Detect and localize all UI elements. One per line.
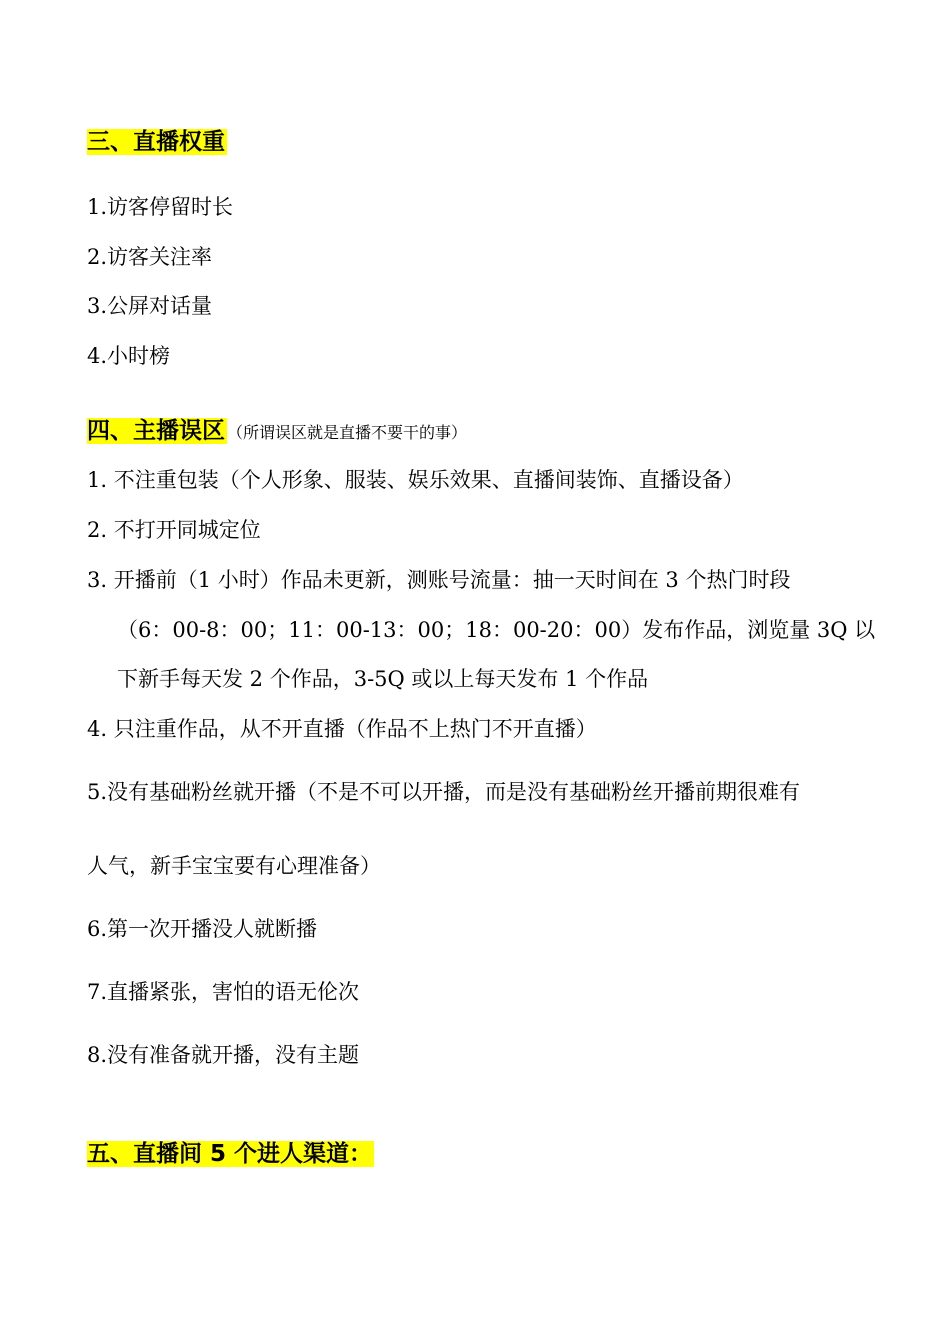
section-4-heading-note: （所谓误区就是直播不要干的事） xyxy=(227,423,468,442)
section-4-item-6: 6.第一次开播没人就断播 xyxy=(87,917,318,941)
section-4-item-5-line-2: 人气，新手宝宝要有心理准备） xyxy=(87,854,381,878)
section-3-item-2: 2.访客关注率 xyxy=(87,245,213,269)
section-3-item-1: 1.访客停留时长 xyxy=(87,195,234,219)
section-4-item-2: 2. 不打开同城定位 xyxy=(87,518,261,542)
section-4-heading-text: 四、主播误区 xyxy=(87,418,225,444)
section-4-item-4: 4. 只注重作品，从不开直播（作品不上热门不开直播） xyxy=(87,717,597,741)
section-4-item-5-line-1: 5.没有基础粉丝就开播（不是不可以开播，而是没有基础粉丝开播前期很难有 xyxy=(87,780,801,804)
section-3-heading xyxy=(87,127,227,157)
section-3-item-4: 4.小时榜 xyxy=(87,344,171,368)
section-4-item-3-line-3: 下新手每天发 2 个作品，3-5Q 或以上每天发布 1 个作品 xyxy=(117,667,649,691)
section-5-heading xyxy=(87,1139,374,1169)
section-4-item-3-line-1: 3. 开播前（1 小时）作品未更新，测账号流量：抽一天时间在 3 个热门时段 xyxy=(87,568,791,592)
section-4-item-1: 1. 不注重包装（个人形象、服装、娱乐效果、直播间装饰、直播设备） xyxy=(87,468,744,492)
section-4-item-8: 8.没有准备就开播，没有主题 xyxy=(87,1043,360,1067)
section-5-heading-text: 五、直播间 5 个进人渠道： xyxy=(87,1141,373,1167)
section-4-item-7: 7.直播紧张，害怕的语无伦次 xyxy=(87,980,360,1004)
section-4-item-3-line-2: （6：00-8：00；11：00-13：00；18：00-20：00）发布作品，浏览量 3Q 以 xyxy=(117,618,876,642)
section-3-heading-text: 三、直播权重 xyxy=(87,129,225,155)
section-3-item-3: 3.公屏对话量 xyxy=(87,294,213,318)
section-4-heading xyxy=(87,416,467,448)
